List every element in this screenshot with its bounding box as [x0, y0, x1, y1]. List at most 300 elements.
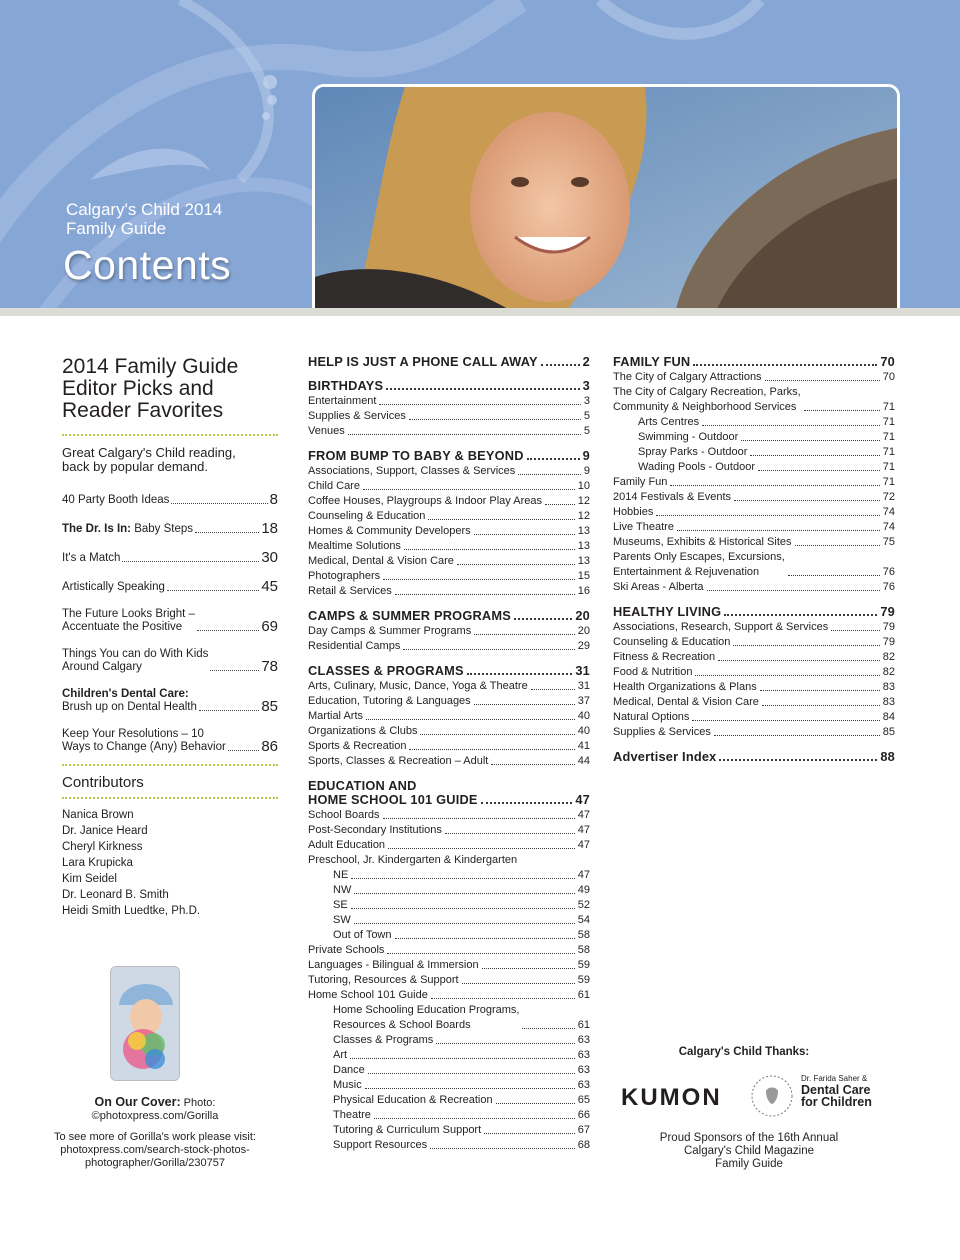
page-title: Contents [63, 242, 232, 288]
toc-entry-page: 67 [577, 1124, 590, 1136]
toc-entry-page: 29 [577, 640, 590, 652]
toc-entry-page: 13 [577, 525, 590, 537]
toc-entry-page: 37 [577, 695, 590, 707]
dot-leader [518, 474, 581, 475]
editor-pick-item [62, 579, 278, 594]
toc-section-heading [308, 664, 590, 678]
toc-entry-title: Languages - Bilingual & Immersion [308, 959, 479, 971]
toc-section-page: 70 [880, 354, 895, 369]
toc-entry-title: Classes & Programs [333, 1034, 434, 1046]
toc-entry-title: NE [333, 869, 349, 881]
toc-entry [308, 913, 590, 928]
toc-entry [308, 973, 590, 988]
dot-leader [430, 1148, 575, 1149]
toc-entry-title: Food & Nutrition [613, 666, 693, 678]
toc-entry-page: 79 [882, 636, 895, 648]
editor-pick-bold-label: The Dr. Is In: [62, 523, 132, 535]
toc-entry-page: 5 [583, 410, 590, 422]
toc-section-title: CLASSES & PROGRAMS [308, 663, 464, 678]
toc-entry-title: Medical, Dental & Vision Care [308, 555, 454, 567]
toc-section-page: 3 [582, 378, 590, 393]
editor-pick-title [62, 648, 208, 674]
contributor-name: Dr. Leonard B. Smith [62, 889, 169, 901]
toc-entry-title: The City of Calgary Recreation, Parks, Community & Neighborhood Services [613, 386, 801, 413]
toc-entry-page: 61 [577, 989, 590, 1001]
dot-leader [758, 470, 880, 471]
contributors-heading: Contributors [62, 774, 144, 791]
toc-entry [308, 739, 590, 754]
contributor-name: Lara Krupicka [62, 857, 133, 869]
toc-entry [308, 709, 590, 724]
editor-pick-text: Baby Steps [131, 523, 194, 535]
dot-leader [545, 504, 575, 505]
dot-leader [171, 503, 267, 504]
toc-entry-title: Retail & Services [308, 585, 392, 597]
header-divider [0, 308, 960, 316]
toc-entry [308, 409, 590, 424]
dot-leader [386, 388, 579, 390]
toc-entry-title: Parents Only Escapes, Excursions, Entertainment & Rejuvenation [613, 551, 785, 578]
toc-entry [308, 394, 590, 409]
toc-entry [613, 665, 895, 680]
editor-pick-item [62, 521, 278, 536]
toc-entry-page: 58 [577, 944, 590, 956]
dot-leader [702, 425, 880, 426]
toc-entry-page: 68 [577, 1139, 590, 1151]
toc-section-title: HELP IS JUST A PHONE CALL AWAY [308, 354, 538, 369]
toc-entry-page: 71 [882, 401, 895, 413]
toc-entry [308, 838, 590, 853]
dot-leader [388, 848, 575, 849]
toc-entry-page: 76 [882, 566, 895, 578]
dot-leader [374, 1118, 575, 1119]
toc-entry-page: 44 [577, 755, 590, 767]
toc-entry-title: Wading Pools - Outdoor [638, 461, 755, 473]
toc-entry-title: Spray Parks - Outdoor [638, 446, 748, 458]
dot-leader [351, 908, 575, 909]
editor-pick-text: 40 Party Booth Ideas [62, 494, 170, 506]
toc-entry-title: School Boards [308, 809, 380, 821]
dental-doctor-name: Dr. Farida Saher & [801, 1074, 868, 1083]
toc-entry-page: 82 [882, 666, 895, 678]
toc-section [613, 605, 895, 740]
toc-entry [308, 679, 590, 694]
toc-entry [613, 490, 895, 505]
sponsors-thanks: Calgary's Child Thanks: [678, 1046, 810, 1058]
toc-entry-title: Mealtime Solutions [308, 540, 401, 552]
toc-entry [308, 1078, 590, 1093]
toc-section [308, 379, 590, 439]
dot-leader [531, 689, 575, 690]
dot-leader [348, 434, 581, 435]
toc-entry [308, 1048, 590, 1063]
toc-entry [308, 988, 590, 1003]
dental-care-logo [801, 1074, 901, 1108]
toc-entry-title: Health Organizations & Plans [613, 681, 757, 693]
toc-entry [613, 695, 895, 710]
dot-leader [436, 1043, 574, 1044]
dot-leader [354, 893, 574, 894]
toc-entry [308, 898, 590, 913]
editor-picks-column [62, 356, 278, 919]
toc-entry-page: 16 [577, 585, 590, 597]
divider [62, 764, 278, 766]
toc-entry-page: 9 [583, 465, 590, 477]
dot-leader [692, 720, 879, 721]
toc-entry [613, 535, 895, 550]
dot-leader [383, 818, 575, 819]
toc-section-title: Advertiser Index [613, 749, 717, 764]
toc-entry [613, 550, 895, 580]
dot-leader [387, 953, 574, 954]
editor-pick-item [62, 608, 278, 634]
dot-leader [491, 764, 574, 765]
dot-leader [831, 630, 880, 631]
toc-entry [308, 509, 590, 524]
editor-pick-page: 69 [261, 618, 278, 635]
toc-entry-page: 31 [577, 680, 590, 692]
toc-entry-title: Live Theatre [613, 521, 674, 533]
toc-entry-title: Supplies & Services [308, 410, 406, 422]
toc-entry [308, 853, 590, 868]
dot-leader [395, 594, 575, 595]
contributor-name: Kim Seidel [62, 873, 117, 885]
toc-entry [308, 494, 590, 509]
toc-entry-page: 59 [577, 959, 590, 971]
toc-section [308, 779, 590, 1153]
toc-section-heading [308, 609, 590, 623]
editor-pick-item [62, 688, 278, 714]
dot-leader [522, 1028, 574, 1029]
toc-entry-title: Physical Education & Recreation [333, 1094, 493, 1106]
toc-entry-title: Swimming - Outdoor [638, 431, 739, 443]
toc-entry-page: 65 [577, 1094, 590, 1106]
editor-pick-item [62, 492, 278, 507]
toc-entry-page: 84 [882, 711, 895, 723]
toc-entry-page: 20 [577, 625, 590, 637]
toc-section-page: 79 [880, 604, 895, 619]
toc-section-title: CAMPS & SUMMER PROGRAMS [308, 608, 511, 623]
toc-entry-page: 13 [577, 540, 590, 552]
toc-section-title: HEALTHY LIVING [613, 604, 722, 619]
toc-entry-title: Associations, Support, Classes & Services [308, 465, 516, 477]
toc-section-heading [308, 449, 590, 463]
editor-pick-title [62, 494, 169, 507]
toc-section-page: 2 [582, 354, 590, 369]
dot-leader [199, 710, 259, 711]
toc-entry [613, 430, 895, 445]
dot-leader [677, 530, 880, 531]
editor-picks-heading: 2014 Family Guide Editor Picks and Reader Favorites [62, 355, 239, 422]
dot-leader [762, 705, 880, 706]
editor-pick-item [62, 648, 278, 674]
toc-entry-page: 61 [577, 1019, 590, 1031]
editor-pick-text: It's a Match [62, 552, 121, 564]
toc-entry-title: Ski Areas - Alberta [613, 581, 704, 593]
toc-section [613, 750, 895, 764]
toc-entry [308, 479, 590, 494]
dot-leader [195, 532, 259, 533]
toc-entry-title: Photographers [308, 570, 381, 582]
editor-pick-text: Things You can do With Kids Around Calgary [62, 648, 209, 673]
toc-entry-title: Arts Centres [638, 416, 700, 428]
dot-leader [514, 618, 572, 620]
contributor-name: Dr. Janice Heard [62, 825, 148, 837]
toc-entry-page: 63 [577, 1064, 590, 1076]
toc-entry-title: Museums, Exhibits & Historical Sites [613, 536, 792, 548]
toc-entry-page: 41 [577, 740, 590, 752]
cover-credit-more: To see more of Gorilla's work please visit: photoxpress.com/search-stock-photos- photographer/Gorilla/230757 [53, 1131, 256, 1169]
toc-entry-title: Coffee Houses, Playgroups & Indoor Play Areas [308, 495, 542, 507]
divider [62, 434, 278, 436]
toc-entry [308, 808, 590, 823]
dot-leader [474, 634, 575, 635]
dot-leader [760, 690, 880, 691]
dot-leader [718, 660, 880, 661]
toc-section-heading [308, 379, 590, 393]
toc-entry [613, 385, 895, 415]
toc-entry-title: Medical, Dental & Vision Care [613, 696, 759, 708]
dot-leader [795, 545, 880, 546]
header-banner [0, 0, 960, 316]
toc-entry-page: 54 [577, 914, 590, 926]
toc-entry-page: 74 [882, 521, 895, 533]
editor-pick-item [62, 550, 278, 565]
toc-entry [613, 635, 895, 650]
dental-clinic-name: Dental Care for Children [801, 1083, 872, 1109]
editor-pick-item [62, 728, 278, 754]
toc-entry-title: Martial Arts [308, 710, 364, 722]
editor-pick-title [62, 523, 193, 536]
toc-entry-page: 66 [577, 1109, 590, 1121]
toc-entry-title: Theatre [333, 1109, 371, 1121]
contributor-name: Heidi Smith Luedtke, Ph.D. [62, 905, 201, 917]
toc-entry [308, 584, 590, 599]
toc-entry-page: 12 [577, 495, 590, 507]
dot-leader [366, 719, 575, 720]
editor-pick-title [62, 552, 120, 565]
editor-pick-page: 85 [261, 698, 278, 715]
dot-leader [457, 564, 575, 565]
toc-entry-page: 70 [882, 371, 895, 383]
toc-entry [308, 1123, 590, 1138]
dot-leader [496, 1103, 575, 1104]
dot-leader [351, 878, 574, 879]
toc-entry-title: Organizations & Clubs [308, 725, 418, 737]
toc-entry-page: 83 [882, 696, 895, 708]
toc-entry-page: 71 [882, 431, 895, 443]
dot-leader [228, 750, 259, 751]
cover-credit-lead: On Our Cover: [94, 1095, 181, 1109]
toc-entry-page: 5 [583, 425, 590, 437]
toc-entry-title: Fitness & Recreation [613, 651, 716, 663]
toc-entry-title: Arts, Culinary, Music, Dance, Yoga & Theatre [308, 680, 528, 692]
toc-entry-title: Preschool, Jr. Kindergarten & Kindergarten [308, 854, 518, 866]
editor-pick-title [62, 608, 195, 634]
dot-leader [484, 1133, 575, 1134]
dot-leader [365, 1088, 575, 1089]
toc-entry-title: Family Fun [613, 476, 668, 488]
toc-entry [613, 370, 895, 385]
dot-leader [395, 938, 575, 939]
dot-leader [719, 759, 877, 761]
guide-name: Calgary's Child 2014 Family Guide [66, 200, 223, 238]
toc-section [308, 355, 590, 369]
toc-entry [308, 1063, 590, 1078]
dot-leader [788, 575, 880, 576]
toc-entry-title: Natural Options [613, 711, 690, 723]
divider [62, 797, 278, 799]
editor-picks-list [62, 492, 278, 754]
cover-thumbnail [110, 966, 180, 1081]
toc-entry [613, 415, 895, 430]
toc-entry-title: NW [333, 884, 352, 896]
dot-leader [482, 968, 575, 969]
toc-entry [308, 928, 590, 943]
toc-entry [613, 505, 895, 520]
toc-entry-title: Counseling & Education [613, 636, 731, 648]
toc-section [308, 609, 590, 654]
dot-leader [474, 534, 575, 535]
toc-entry-page: 79 [882, 621, 895, 633]
toc-entry [308, 524, 590, 539]
toc-entry-title: Counseling & Education [308, 510, 426, 522]
contributor-list [62, 807, 278, 919]
dot-leader [403, 649, 574, 650]
editor-pick-title [62, 581, 165, 594]
toc-entry-page: 63 [577, 1034, 590, 1046]
dot-leader [167, 590, 259, 591]
toc-entry-page: 47 [577, 824, 590, 836]
contributor-name: Cheryl Kirkness [62, 841, 143, 853]
toc-column-middle [308, 355, 590, 1163]
toc-entry-title: Venues [308, 425, 345, 437]
toc-entry [308, 424, 590, 439]
toc-section-page: 9 [582, 448, 590, 463]
toc-section-title: FROM BUMP TO BABY & BEYOND [308, 448, 524, 463]
toc-entry-title: Art [333, 1049, 348, 1061]
toc-entry [308, 1108, 590, 1123]
toc-entry [308, 868, 590, 883]
editor-pick-text: Artistically Speaking [62, 581, 165, 593]
dot-leader [368, 1073, 575, 1074]
toc-entry-page: 63 [577, 1079, 590, 1091]
dot-leader [724, 614, 877, 616]
editor-pick-page: 8 [269, 491, 278, 508]
toc-entry-page: 71 [882, 446, 895, 458]
toc-section-page: 88 [880, 749, 895, 764]
toc-entry-page: 47 [577, 809, 590, 821]
toc-entry [308, 883, 590, 898]
toc-entry [613, 460, 895, 475]
dot-leader [210, 670, 259, 671]
toc-entry [613, 445, 895, 460]
toc-entry-title: Adult Education [308, 839, 386, 851]
toc-entry-page: 59 [577, 974, 590, 986]
toc-entry-page: 12 [577, 510, 590, 522]
toc-entry-title: Sports & Recreation [308, 740, 407, 752]
toc-entry-page: 74 [882, 506, 895, 518]
toc-entry [308, 539, 590, 554]
toc-section-heading [308, 355, 590, 369]
toc-entry-title: Out of Town [333, 929, 392, 941]
dot-leader [481, 802, 573, 804]
editor-pick-page: 18 [261, 520, 278, 537]
toc-entry-title: Supplies & Services [613, 726, 711, 738]
toc-entry [613, 725, 895, 740]
toc-entry-page: 40 [577, 710, 590, 722]
toc-section-heading [613, 750, 895, 764]
toc-entry [308, 624, 590, 639]
toc-section-heading [308, 779, 590, 807]
dot-leader [707, 590, 880, 591]
toc-entry-title: Homes & Community Developers [308, 525, 471, 537]
toc-entry [613, 520, 895, 535]
toc-entry-title: Post-Secondary Institutions [308, 824, 442, 836]
toc-entry-page: 40 [577, 725, 590, 737]
toc-section-title: BIRTHDAYS [308, 378, 384, 393]
toc-entry-title: Child Care [308, 480, 360, 492]
toc-entry [308, 1093, 590, 1108]
contributor-name: Nanica Brown [62, 809, 134, 821]
toc-entry [308, 554, 590, 569]
toc-section-title: FAMILY FUN [613, 354, 691, 369]
toc-entry-page: 82 [882, 651, 895, 663]
dot-leader [734, 500, 880, 501]
toc-entry-title: Associations, Research, Support & Services [613, 621, 829, 633]
editor-picks-intro: Great Calgary's Child reading, back by popular demand. [62, 445, 236, 474]
toc-entry-title: The City of Calgary Attractions [613, 371, 762, 383]
toc-entry-page: 13 [577, 555, 590, 567]
editor-pick-text: Keep Your Resolutions – 10 Ways to Change (Any) Behavior [62, 728, 226, 753]
dot-leader [714, 735, 880, 736]
toc-entry [308, 1138, 590, 1153]
toc-entry [308, 943, 590, 958]
dot-leader [197, 630, 259, 631]
toc-column-right [613, 355, 895, 774]
toc-entry-page: 83 [882, 681, 895, 693]
toc-entry-title: SW [333, 914, 351, 926]
editor-pick-text: The Future Looks Bright – Accentuate the Positive [62, 608, 195, 633]
toc-entry [308, 464, 590, 479]
editor-pick-page: 86 [261, 738, 278, 755]
toc-section-page: 31 [575, 663, 590, 678]
dot-leader [670, 485, 879, 486]
toc-entry-title: SE [333, 899, 348, 911]
toc-entry [613, 680, 895, 695]
toc-section-title: EDUCATION AND HOME SCHOOL 101 GUIDE [308, 778, 478, 807]
editor-pick-page: 78 [261, 658, 278, 675]
toc-entry-page: 72 [882, 491, 895, 503]
toc-entry-page: 10 [577, 480, 590, 492]
dot-leader [409, 419, 581, 420]
toc-section [308, 664, 590, 769]
toc-entry-title: Home School 101 Guide [308, 989, 428, 1001]
toc-entry-page: 58 [577, 929, 590, 941]
toc-entry [613, 580, 895, 595]
toc-entry-title: Entertainment [308, 395, 377, 407]
editor-pick-page: 45 [261, 578, 278, 595]
toc-entry-title: Hobbies [613, 506, 654, 518]
toc-entry-title: Dance [333, 1064, 365, 1076]
dot-leader [765, 380, 880, 381]
dot-leader [693, 364, 877, 366]
cover-credit [50, 1096, 260, 1170]
toc-entry-page: 85 [882, 726, 895, 738]
toc-entry [613, 710, 895, 725]
toc-entry-page: 52 [577, 899, 590, 911]
toc-section [613, 355, 895, 595]
